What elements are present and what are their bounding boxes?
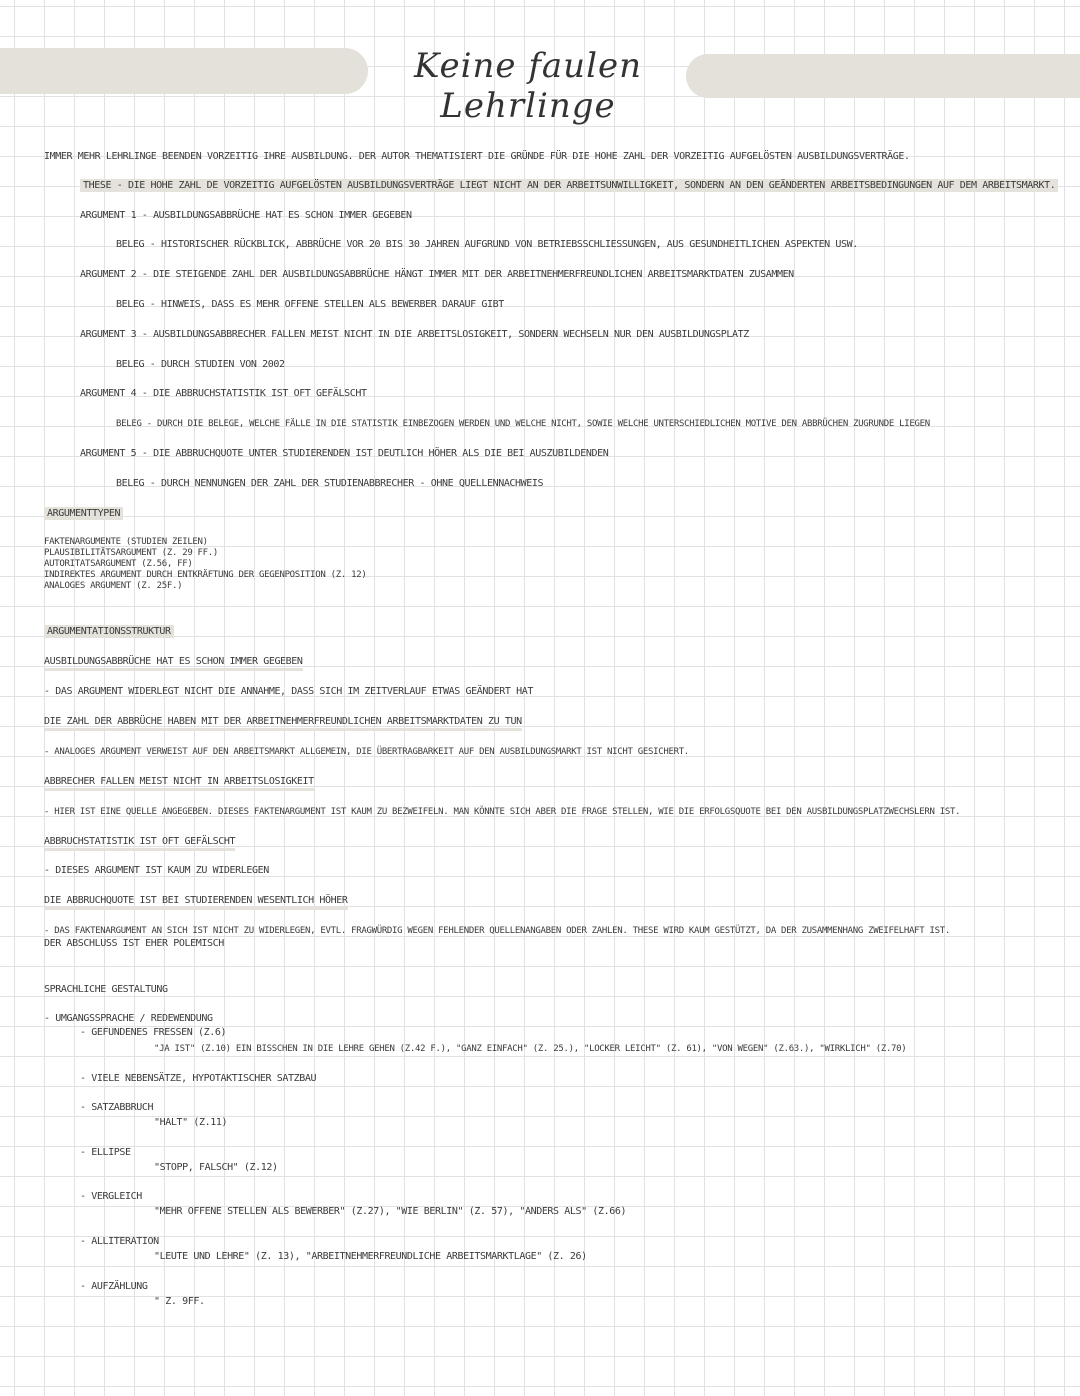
beleg-4: BELEG - DURCH DIE BELEGE, WELCHE FÄLLE IN DIE STATISTIK EINBEZOGEN WERDEN UND WELCHE NICHT, SOWIE WELCHE UNTERSCHIEDLICHEN MOTIVE DEN ABBRÜCHEN ZUGRUNDE LIEGEN: [116, 419, 930, 429]
beleg-2: BELEG - HINWEIS, DASS ES MEHR OFFENE STELLEN ALS BEWERBER DARAUF GIBT: [116, 299, 504, 310]
struktur-heading: ARGUMENTATIONSSTRUKTUR: [44, 625, 174, 638]
umgangssprache-label: - UMGANGSSPRACHE / REDEWENDUNG: [44, 1013, 213, 1024]
struktur-comment: - HIER IST EINE QUELLE ANGEGEBEN. DIESES FAKTENARGUMENT IST KAUM ZU BEZWEIFELN. MAN KÖNNTE SICH ABER DIE FRAGE STELLEN, WIE DIE ERFOLGSQUOTE BEI DEN AUSBILDUNGSPLATZWECHSLERN IST.: [44, 807, 961, 817]
struktur-claim: DIE ZAHL DER ABBRÜCHE HABEN MIT DER ARBEITNEHMERFREUNDLICHEN ARBEITSMARKTDATEN ZU TUN: [44, 716, 522, 731]
struktur-claim: AUSBILDUNGSABBRÜCHE HAT ES SCHON IMMER GEGEBEN: [44, 656, 303, 671]
stilmittel-examples: "LEUTE UND LEHRE" (Z. 13), "ARBEITNEHMERFREUNDLICHE ARBEITSMARKTLAGE" (Z. 26): [154, 1251, 587, 1262]
stilmittel-examples: "HALT" (Z.11): [154, 1117, 228, 1128]
beleg-1: BELEG - HISTORISCHER RÜCKBLICK, ABBRÜCHE VOR 20 BIS 30 JAHREN AUFGRUND VON BETRIEBSSCHLIESSUNGEN, AUS GESUNDHEITLICHEN ASPEKTEN USW.: [116, 239, 858, 250]
stilmittel-label: - SATZABBRUCH: [80, 1102, 154, 1113]
struktur-comment: - DIESES ARGUMENT IST KAUM ZU WIDERLEGEN: [44, 865, 269, 876]
struktur-comment: DER ABSCHLUSS IST EHER POLEMISCH: [44, 938, 224, 949]
stilmittel-label: - VERGLEICH: [80, 1191, 142, 1202]
stilmittel-label: - ALLITERATION: [80, 1236, 159, 1247]
struktur-claim: DIE ABBRUCHQUOTE IST BEI STUDIERENDEN WESENTLICH HÖHER: [44, 895, 348, 910]
argumenttypen-heading: ARGUMENTTYPEN: [44, 507, 123, 520]
argument-5: ARGUMENT 5 - DIE ABBRUCHQUOTE UNTER STUDIERENDEN IST DEUTLICH HÖHER ALS DIE BEI AUSZUBILDENDEN: [80, 448, 609, 459]
stilmittel-examples: "JA IST" (Z.10) EIN BISSCHEN IN DIE LEHRE GEHEN (Z.42 F.), "GANZ EINFACH" (Z. 25.), "LOCKER LEICHT" (Z. 61), "VON WEGEN" (Z.63.), "WIRKLICH" (Z.70): [154, 1044, 907, 1054]
stilmittel-label: - VIELE NEBENSÄTZE, HYPOTAKTISCHER SATZBAU: [80, 1073, 317, 1084]
stilmittel-label: - AUFZÄHLUNG: [80, 1281, 148, 1292]
stilmittel-examples: "STOPP, FALSCH" (Z.12): [154, 1162, 278, 1173]
argumenttyp-item: INDIREKTES ARGUMENT DURCH ENTKRÄFTUNG DER GEGENPOSITION (Z. 12): [44, 570, 367, 580]
struktur-claim: ABBRECHER FALLEN MEIST NICHT IN ARBEITSLOSIGKEIT: [44, 776, 314, 791]
argumenttyp-item: PLAUSIBILITÄTSARGUMENT (Z. 29 FF.): [44, 548, 219, 558]
stilmittel-label: - GEFUNDENES FRESSEN (Z.6): [80, 1027, 227, 1038]
these-text: THESE - DIE HOHE ZAHL DE VORZEITIG AUFGELÖSTEN AUSBILDUNGSVERTRÄGE LIEGT NICHT AN DER ARBEITSUNWILLIGKEIT, SONDERN AN DEN GEÄNDERTEN ARBEITSBEDINGUNGEN AUF DEM ARBEITSMARKT.: [80, 179, 1058, 192]
title-banner-left: [0, 48, 368, 94]
argumenttyp-item: ANALOGES ARGUMENT (Z. 25F.): [44, 581, 183, 591]
beleg-5: BELEG - DURCH NENNUNGEN DER ZAHL DER STUDIENABBRECHER - OHNE QUELLENNACHWEIS: [116, 478, 544, 489]
argumenttyp-item: FAKTENARGUMENTE (STUDIEN ZEILEN): [44, 537, 208, 547]
beleg-3: BELEG - DURCH STUDIEN VON 2002: [116, 359, 285, 370]
intro-text: IMMER MEHR LEHRLINGE BEENDEN VORZEITIG IHRE AUSBILDUNG. DER AUTOR THEMATISIERT DIE GRÜNDE FÜR DIE HOHE ZAHL DER VORZEITIG AUFGELÖSTEN AUSBILDUNGSVERTRÄGE.: [44, 151, 910, 162]
sprache-heading: SPRACHLICHE GESTALTUNG: [44, 984, 168, 995]
argument-4: ARGUMENT 4 - DIE ABBRUCHSTATISTIK IST OFT GEFÄLSCHT: [80, 388, 367, 399]
argumenttyp-item: AUTORITATSARGUMENT (Z.56, FF): [44, 559, 193, 569]
struktur-comment: - ANALOGES ARGUMENT VERWEIST AUF DEN ARBEITSMARKT ALLGEMEIN, DIE ÜBERTRAGBARKEIT AUF DEN AUSBILDUNGSMARKT IST NICHT GESICHERT.: [44, 747, 689, 757]
stilmittel-examples: "MEHR OFFENE STELLEN ALS BEWERBER" (Z.27), "WIE BERLIN" (Z. 57), "ANDERS ALS" (Z.66): [154, 1206, 627, 1217]
argument-1: ARGUMENT 1 - AUSBILDUNGSABBRÜCHE HAT ES SCHON IMMER GEGEBEN: [80, 210, 412, 221]
page-title: Keine faulen Lehrlinge: [414, 46, 642, 126]
argument-3: ARGUMENT 3 - AUSBILDUNGSABBRECHER FALLEN MEIST NICHT IN DIE ARBEITSLOSIGKEIT, SONDERN WECHSELN NUR DEN AUSBILDUNGSPLATZ: [80, 329, 749, 340]
struktur-comment: - DAS ARGUMENT WIDERLEGT NICHT DIE ANNAHME, DASS SICH IM ZEITVERLAUF ETWAS GEÄNDERT HAT: [44, 686, 533, 697]
stilmittel-examples: " Z. 9FF.: [154, 1296, 205, 1307]
struktur-claim: ABBRUCHSTATISTIK IST OFT GEFÄLSCHT: [44, 836, 235, 851]
stilmittel-label: - ELLIPSE: [80, 1147, 131, 1158]
argument-2: ARGUMENT 2 - DIE STEIGENDE ZAHL DER AUSBILDUNGSABBRÜCHE HÄNGT IMMER MIT DER ARBEITNEHMERFREUNDLICHEN ARBEITSMARKTDATEN ZUSAMMEN: [80, 269, 794, 280]
struktur-comment: - DAS FAKTENARGUMENT AN SICH IST NICHT ZU WIDERLEGEN, EVTL. FRAGWÜRDIG WEGEN FEHLENDER QUELLENANGABEN ODER ZAHLEN. THESE WIRD KAUM GESTÜTZT, DA DER ZUSAMMENHANG ZWEIFELHAFT IST.: [44, 926, 950, 936]
title-banner-right: [686, 54, 1080, 98]
